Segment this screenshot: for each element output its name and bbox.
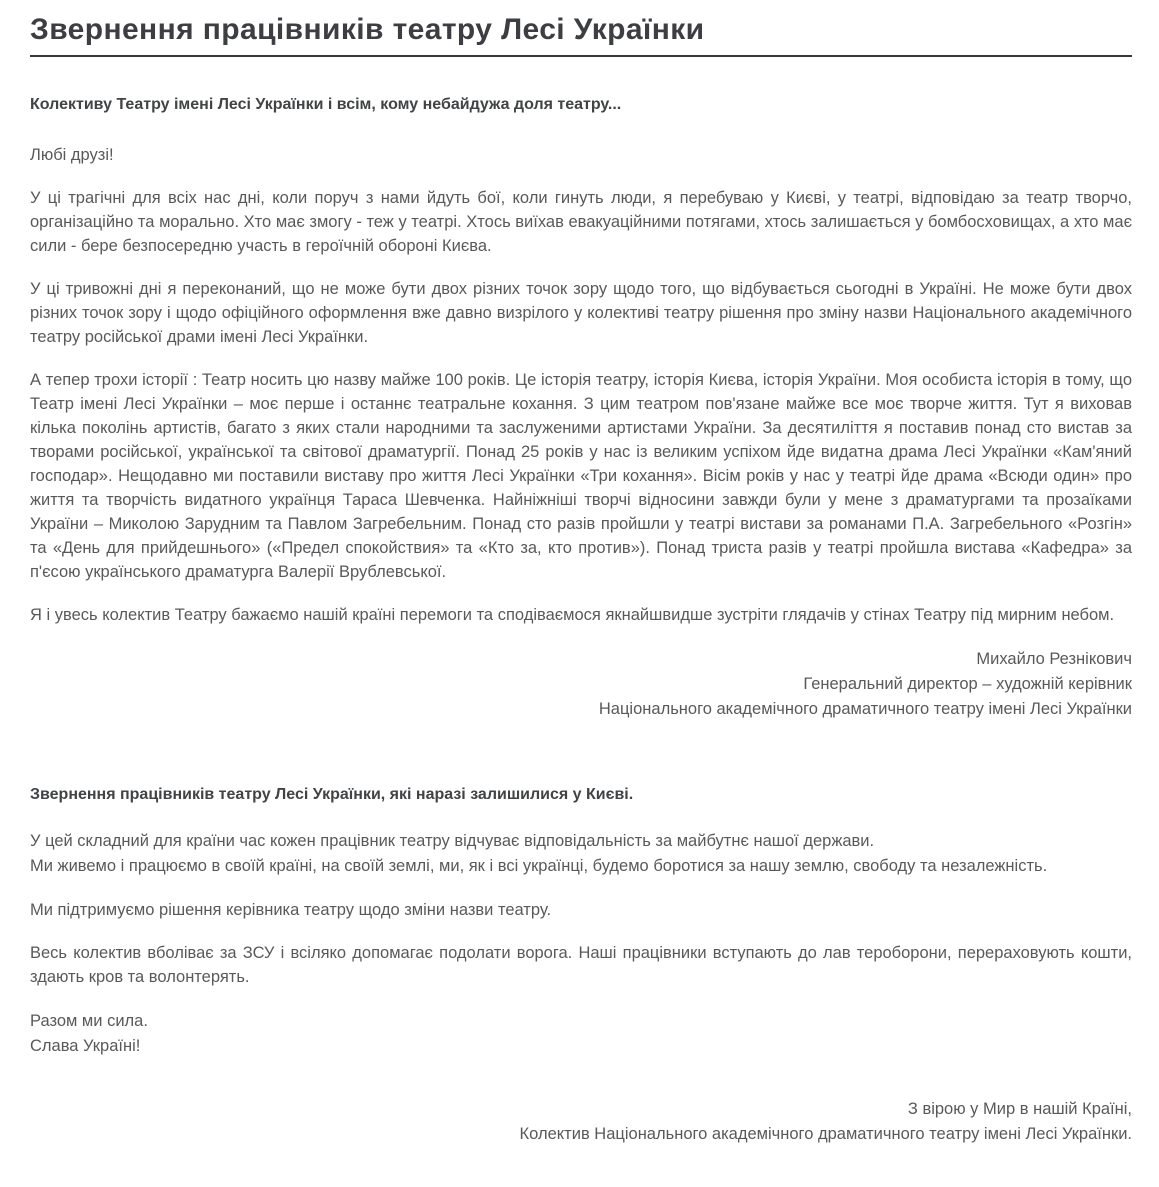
- greeting-line: Любі друзі!: [30, 146, 114, 164]
- signature-role: Генеральний директор – художній керівник: [803, 675, 1132, 693]
- section2-paragraph-3: Весь колектив вболіває за ЗСУ і всіляко допомагає подолати ворога. Наші працівники вступають до лав тероборони, перераховують кошти, здають кров та волонтерять.: [30, 944, 1132, 986]
- closing-line-1: З вірою у Мир в нашій Країні,: [907, 1100, 1132, 1118]
- section2-paragraph-1: [30, 829, 1132, 879]
- page-title: Звернення працівників театру Лесі Українки: [30, 13, 705, 46]
- section2-heading: Звернення працівників театру Лесі Українки, які наразі залишилися у Києві.: [30, 786, 634, 803]
- paragraph-1: У ці трагічні для всіх нас дні, коли поруч з нами йдуть бої, коли гинуть люди, я перебуваю у Києві, у театрі, відповідаю за театр творчо, організаційно та морально. Хто має змогу - теж у театрі. Хтось виїхав евакуаційними потягами, хтось залишається у бомбосховищах, а хто має сили - бере безпосередню участь в героїчній обороні Києва.: [30, 189, 1132, 255]
- signature-block: [30, 647, 1132, 722]
- signature-organization: Національного академічного драматичного театру імені Лесі Українки: [598, 700, 1132, 718]
- paragraph-3: А тепер трохи історії : Театр носить цю назву майже 100 років. Це історія театру, історія Києва, історія України. Моя особиста історія в тому, що Театр імені Лесі Українки – моє перше і останнє театральне кохання. З цим театром пов'язане майже все моє творче життя. Тут я виховав кілька поколінь артистів, багато з яких стали народними та заслуженими артистами України. За десятиліття я поставив понад сто вистав за творами російської, української та світової драматургії. Понад 25 років у нас із великим успіхом йде видатна драма Лесі Українки «Кам'яний господар». Нещодавно ми поставили виставу про життя Лесі Українки «Три кохання». Вісім років у нас у театрі йде драма «Всюди один» про життя та творчість видатного українця Тараса Шевченка. Найніжніші творчі відносини завжди були у мене з драматургами та прозаїками України – Миколою Зарудним та Павлом Загребельним. Понад сто разів пройшли у театрі вистави за романами П.А. Загребельного «Розгін» та «День для прийдешнього» («Предел спокойствия» та «Кто за, кто против»). Понад триста разів у театрі пройшла вистава «Кафедра» за п'єсою українського драматурга Валерії Врублевської.: [30, 371, 1132, 581]
- section2-paragraph-2: Ми підтримуємо рішення керівника театру щодо зміни назви театру.: [30, 901, 552, 919]
- paragraph-2: У ці тривожні дні я переконаний, що не може бути двох різних точок зору щодо того, що відбувається сьогодні в Україні. Не може бути двох різних точок зору і щодо офіційного оформлення вже давно визрілого у колективі театру рішення про зміну назви Національного академічного театру російської драми імені Лесі Українки.: [30, 280, 1132, 346]
- slogan-line-1: Разом ми сила.: [30, 1012, 148, 1030]
- section2-paragraph-1-line-1: У цей складний для країни час кожен працівник театру відчуває відповідальність за майбутнє нашої держави.: [30, 832, 875, 850]
- closing-line-2: Колектив Національного академічного драматичного театру імені Лесі Українки.: [519, 1125, 1132, 1143]
- slogan-line-2: Слава Україні!: [30, 1037, 141, 1055]
- title-divider: [30, 55, 1132, 57]
- lead-line: Колективу Театру імені Лесі Українки і всім, кому небайдужа доля театру...: [30, 96, 622, 113]
- slogan-block: [30, 1009, 1132, 1059]
- closing-block: [30, 1097, 1132, 1147]
- paragraph-4: Я і увесь колектив Театру бажаємо нашій країні перемоги та сподіваємося якнайшвидше зустріти глядачів у стінах Театру під мирним небом.: [30, 606, 1115, 624]
- section2-paragraph-1-line-2: Ми живемо і працюємо в своїй країні, на своїй землі, ми, як і всі українці, будемо боротися за нашу землю, свободу та незалежність.: [30, 857, 1048, 875]
- signature-name: Михайло Резнікович: [976, 650, 1132, 668]
